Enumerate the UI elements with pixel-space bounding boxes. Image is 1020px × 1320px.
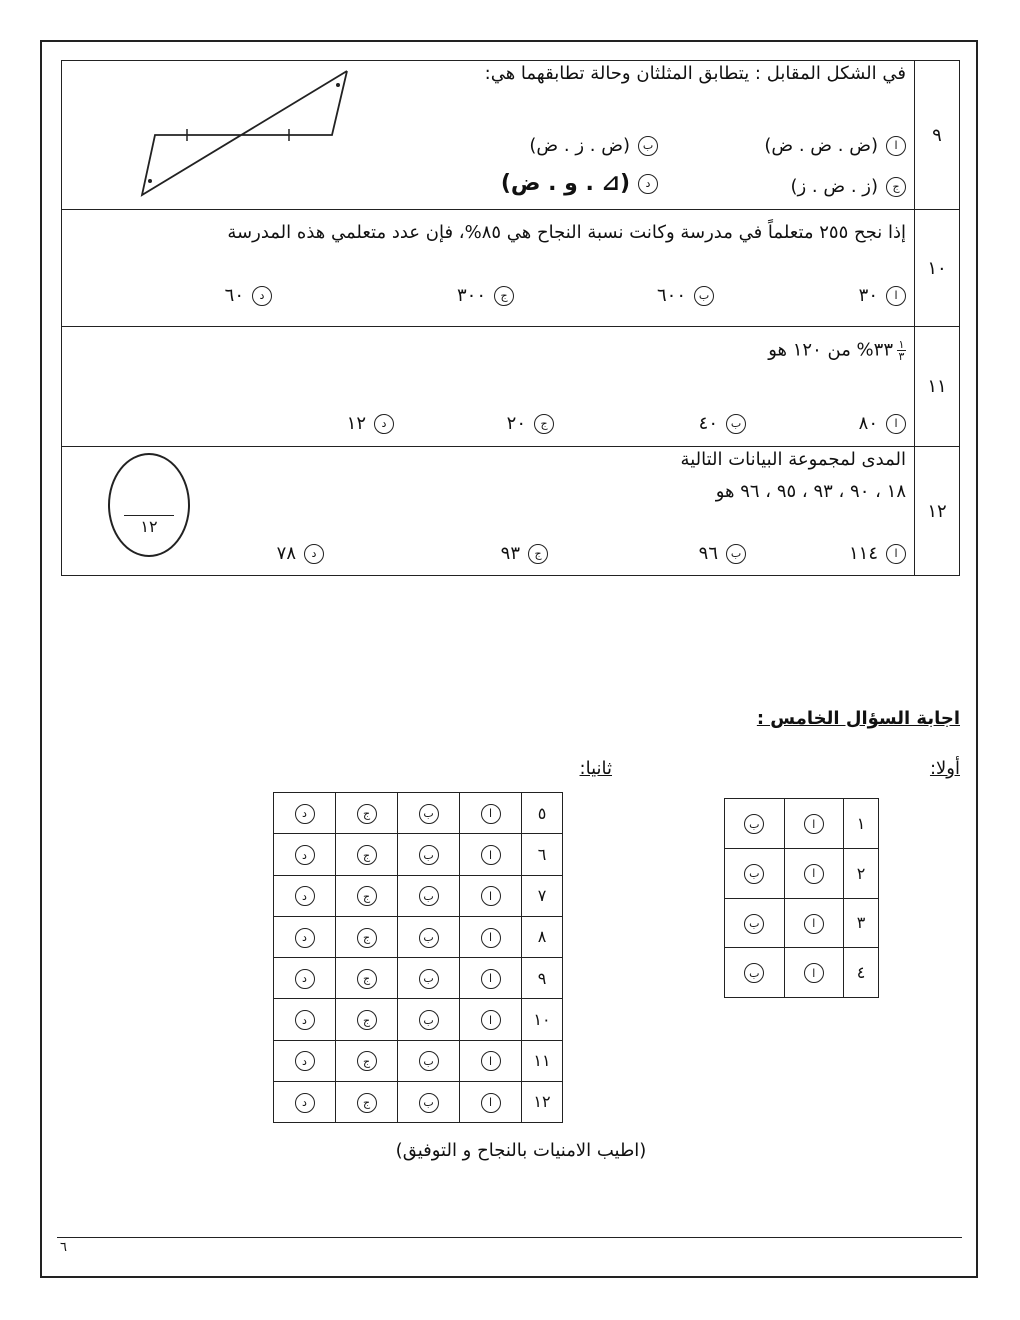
answer-row [274, 793, 563, 834]
option-letter: ب [638, 136, 658, 156]
answer-row [274, 1040, 563, 1081]
answer-row [725, 848, 879, 898]
option-letter: د [374, 414, 394, 434]
answer-grid-second [273, 792, 563, 1123]
answer-bubble[interactable]: ب [419, 928, 439, 948]
answer-row [725, 799, 879, 849]
option-b[interactable] [657, 285, 714, 306]
answer-bubble-cell[interactable] [398, 793, 460, 834]
answer-row [274, 958, 563, 999]
answer-row-number: ١١ [522, 1040, 563, 1081]
answer-bubble[interactable]: ج [357, 845, 377, 865]
option-letter: د [252, 286, 272, 306]
answer-bubble-cell[interactable] [784, 948, 844, 998]
answer-bubble[interactable]: ج [357, 886, 377, 906]
answer-row-number: ٢ [844, 848, 879, 898]
option-letter: د [304, 544, 324, 564]
option-b[interactable] [529, 135, 658, 156]
answer-bubble-cell[interactable] [784, 898, 844, 948]
answer-bubble-cell[interactable] [460, 958, 522, 999]
answer-bubble-cell[interactable] [398, 834, 460, 875]
option-a[interactable] [859, 285, 906, 306]
answer-bubble[interactable]: ب [419, 804, 439, 824]
question-number: ١٠ [915, 210, 960, 327]
answer-bubble[interactable]: ا [481, 1093, 501, 1113]
answer-bubble-cell[interactable] [460, 834, 522, 875]
option-value: (ض . ض . ض) [764, 135, 878, 156]
answer-bubble[interactable]: د [295, 804, 315, 824]
answer-bubble[interactable]: ا [481, 804, 501, 824]
answer-bubble[interactable]: ب [419, 1093, 439, 1113]
option-letter: ب [726, 544, 746, 564]
triangles-figure [137, 67, 352, 199]
answer-bubble-cell[interactable] [336, 834, 398, 875]
answer-bubble[interactable]: ا [804, 963, 824, 983]
option-value: ١١٤ [848, 543, 878, 564]
answer-bubble-cell[interactable] [725, 898, 785, 948]
answer-bubble[interactable]: ا [804, 864, 824, 884]
answer-bubble-cell[interactable] [398, 1040, 460, 1081]
answer-bubble-cell[interactable] [336, 916, 398, 957]
option-value: (ض . ز . ض) [529, 135, 630, 156]
answer-bubble-cell[interactable] [274, 916, 336, 957]
answer-bubble-cell[interactable] [274, 875, 336, 916]
option-letter: ج [534, 414, 554, 434]
answer-row-number: ٣ [844, 898, 879, 948]
option-d[interactable] [501, 171, 658, 196]
answer-bubble-cell[interactable] [274, 834, 336, 875]
answer-bubble[interactable]: ج [357, 969, 377, 989]
option-value: ٢٠ [506, 413, 526, 434]
answer-row [725, 948, 879, 998]
option-d[interactable] [277, 543, 324, 564]
answer-bubble[interactable]: ب [419, 1051, 439, 1071]
question-number: ١١ [915, 327, 960, 447]
option-value: ٦٠ [224, 285, 244, 306]
answer-bubble-cell[interactable] [460, 1081, 522, 1122]
question-text: المدى لمجموعة البيانات التالية [680, 449, 906, 470]
option-c[interactable] [790, 176, 906, 197]
answer-bubble[interactable]: ب [419, 845, 439, 865]
answer-bubble[interactable]: ا [804, 814, 824, 834]
option-value: ٩٦ [698, 543, 718, 564]
option-letter: ج [528, 544, 548, 564]
option-letter: ب [726, 414, 746, 434]
second-label: ثانيا: [579, 758, 612, 779]
answer-bubble-cell[interactable] [398, 958, 460, 999]
option-value: ٣٠٠ [456, 285, 486, 306]
option-a[interactable] [849, 543, 906, 564]
option-value: ٦٠٠ [656, 285, 686, 306]
answer-bubble[interactable]: ا [481, 928, 501, 948]
answer-bubble[interactable]: ب [419, 1010, 439, 1030]
option-a[interactable] [764, 135, 906, 156]
answer-bubble[interactable]: د [295, 845, 315, 865]
question-row [62, 210, 960, 327]
answer-bubble[interactable]: ا [804, 914, 824, 934]
answer-bubble[interactable]: ا [481, 845, 501, 865]
option-letter: ب [694, 286, 714, 306]
question-text: $\frac{١}{٣}$ ٣٣% من ١٢٠ هو [768, 338, 905, 363]
answer-bubble-cell[interactable] [460, 1040, 522, 1081]
question-row [62, 327, 960, 447]
answer-bubble-cell[interactable] [725, 848, 785, 898]
answer-bubble-cell[interactable] [398, 916, 460, 957]
answer-bubble-cell[interactable] [274, 1040, 336, 1081]
answer-bubble[interactable]: د [295, 886, 315, 906]
answer-bubble[interactable]: ب [744, 814, 764, 834]
answer-row-number: ٩ [522, 958, 563, 999]
question-body [62, 61, 915, 210]
answer-bubble[interactable]: د [295, 969, 315, 989]
answer-bubble[interactable]: ج [357, 1010, 377, 1030]
answer-bubble[interactable]: ب [744, 864, 764, 884]
answer-bubble[interactable]: د [295, 1093, 315, 1113]
answer-row [274, 1081, 563, 1122]
fraction: $\frac{١}{٣}$ [898, 338, 905, 363]
score-oval [108, 453, 190, 557]
answer-row [274, 999, 563, 1040]
option-letter: ا [886, 414, 906, 434]
answer-bubble[interactable]: د [295, 928, 315, 948]
option-value: ٩٣ [500, 543, 520, 564]
answer-bubble[interactable]: د [295, 1051, 315, 1071]
answer-bubble[interactable]: ب [744, 914, 764, 934]
question-data: ١٨ ، ٩٠ ، ٩٣ ، ٩٥ ، ٩٦ هو [715, 481, 906, 502]
option-value: ٧٨ [276, 543, 296, 564]
answer-bubble[interactable]: ا [481, 886, 501, 906]
answer-bubble-cell[interactable] [336, 1081, 398, 1122]
answer-bubble-cell[interactable] [784, 848, 844, 898]
option-value: ١٢ [346, 413, 366, 434]
answer-bubble-cell[interactable] [398, 875, 460, 916]
option-letter: ج [886, 177, 906, 197]
score-total: ١٢ [140, 517, 158, 536]
question-body [62, 327, 915, 447]
option-a[interactable] [859, 413, 906, 434]
option-value: ٤٠ [698, 413, 718, 434]
answer-row [725, 898, 879, 948]
answer-row-number: ١٠ [522, 999, 563, 1040]
answer-bubble[interactable]: ج [357, 804, 377, 824]
question-row [62, 61, 960, 210]
questions-table [61, 60, 960, 576]
answer-bubble-cell[interactable] [336, 999, 398, 1040]
option-b[interactable] [699, 413, 746, 434]
answer-bubble[interactable]: د [295, 1010, 315, 1030]
question-text: إذا نجح ٢٥٥ متعلماً في مدرسة وكانت نسبة النجاح هي ٨٥%، فإن عدد متعلمي هذه المدرسة [227, 222, 906, 243]
answer-bubble[interactable]: ا [481, 969, 501, 989]
answer-bubble-cell[interactable] [784, 799, 844, 849]
answer-bubble-cell[interactable] [274, 793, 336, 834]
answer-bubble[interactable]: ج [357, 1051, 377, 1071]
option-letter: ج [494, 286, 514, 306]
option-letter: ا [886, 136, 906, 156]
page-number: ٦ [60, 1240, 67, 1255]
answer-bubble-cell[interactable] [336, 875, 398, 916]
question-text: في الشكل المقابل : يتطابق المثلثان وحالة تطابقهما هي: [484, 63, 906, 84]
answer-bubble-cell[interactable] [460, 999, 522, 1040]
option-d[interactable] [225, 285, 272, 306]
answer-bubble[interactable]: ا [481, 1051, 501, 1071]
answer-bubble[interactable]: ب [744, 963, 764, 983]
answer-bubble-cell[interactable] [336, 793, 398, 834]
option-d[interactable] [347, 413, 394, 434]
option-value: ٣٠ [858, 285, 878, 306]
answer-bubble[interactable]: ج [357, 928, 377, 948]
question-number: ١٢ [915, 447, 960, 576]
answer-bubble-cell[interactable] [725, 948, 785, 998]
answer-bubble-cell[interactable] [336, 958, 398, 999]
answer-bubble-cell[interactable] [460, 793, 522, 834]
answer-bubble-cell[interactable] [398, 999, 460, 1040]
answer-bubble[interactable]: ج [357, 1093, 377, 1113]
question-number: ٩ [915, 61, 960, 210]
answer-bubble-cell[interactable] [336, 1040, 398, 1081]
answer-heading: اجابة السؤال الخامس : [756, 708, 960, 729]
option-c[interactable] [501, 543, 548, 564]
option-b[interactable] [699, 543, 746, 564]
closing-message: (اطيب الامنيات بالنجاح و التوفيق) [395, 1140, 647, 1161]
answer-row-number: ٧ [522, 875, 563, 916]
answer-row-number: ٤ [844, 948, 879, 998]
answer-grid-first [724, 798, 879, 998]
answer-bubble-cell[interactable] [460, 916, 522, 957]
answer-bubble-cell[interactable] [460, 875, 522, 916]
option-value: (⊿ . و . ض) [500, 171, 630, 196]
first-label: أولا: [929, 758, 960, 779]
question-body [62, 447, 915, 576]
answer-bubble[interactable]: ب [419, 969, 439, 989]
answer-row [274, 916, 563, 957]
answer-bubble-cell[interactable] [274, 1081, 336, 1122]
answer-row-number: ٥ [522, 793, 563, 834]
answer-row-number: ١ [844, 799, 879, 849]
answer-row [274, 834, 563, 875]
answer-bubble-cell[interactable] [725, 799, 785, 849]
option-letter: ا [886, 286, 906, 306]
answer-row [274, 875, 563, 916]
answer-bubble-cell[interactable] [398, 1081, 460, 1122]
answer-row-number: ١٢ [522, 1081, 563, 1122]
option-letter: د [638, 174, 658, 194]
question-body [62, 210, 915, 327]
answer-bubble[interactable]: ب [419, 886, 439, 906]
option-value: (ز . ض . ز) [790, 176, 878, 197]
answer-bubble[interactable]: ا [481, 1010, 501, 1030]
answer-bubble-cell[interactable] [274, 999, 336, 1040]
option-value: ٨٠ [858, 413, 878, 434]
answer-row-number: ٨ [522, 916, 563, 957]
answer-bubble-cell[interactable] [274, 958, 336, 999]
option-letter: ا [886, 544, 906, 564]
option-c[interactable] [457, 285, 514, 306]
option-c[interactable] [507, 413, 554, 434]
question-row [62, 447, 960, 576]
answer-row-number: ٦ [522, 834, 563, 875]
footer-line [57, 1237, 962, 1238]
